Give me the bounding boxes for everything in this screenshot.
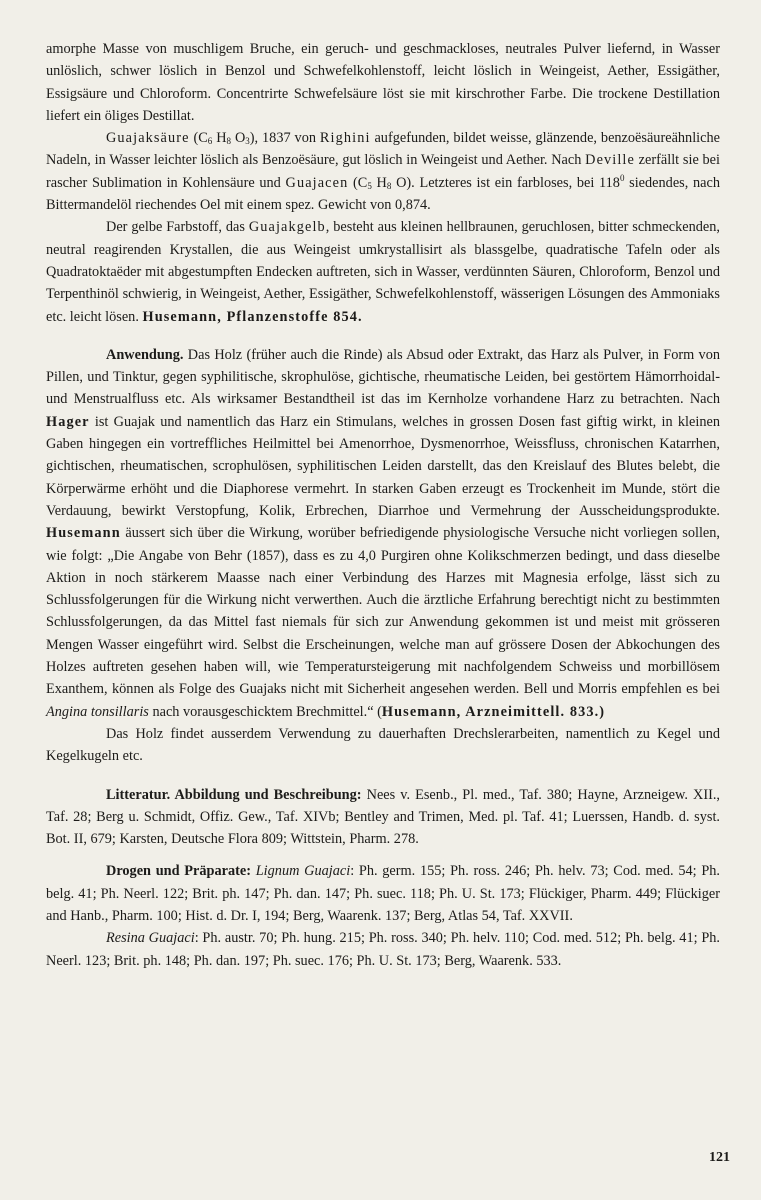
term-lignum-guajaci: Lignum Guajaci [251, 863, 351, 880]
paragraph-guajaksaeure: Guajaksäure ($C_6$ $H_8$ $O_3$), 1837 von Righini aufgefunden, bildet weisse, glänzende, benzoësäureähnliche Nadeln, in Wasser leichter löslich als Benzoësäure, gut löslich in Weingeist und Aether. Nach Deville zerfällt sie bei rascher Sublimation in Kohlensäure und Guajacen ($C_5$ $H_8$ O). Letzteres ist ein farbloses, bei $118^0$ siedendes, nach Bittermandelöl riechendes Oel mit einem spez. Gewicht von 0,874. [46, 130, 720, 214]
paragraph-guajakgelb: Der gelbe Farbstoff, das Guajakgelb, besteht aus kleinen hellbraunen, geruchlosen, bitter schmeckenden, neutral reagirenden Krystallen, die aus Weingeist umkrystallisirt als blassgelbe, quadratische Tafeln oder als Quadratoktaëder mit abgestumpften Endecken auftreten, sich in Wasser, verdünnten Säuren, Chloroform, Benzol und Terpenthinöl schwierig, in Weingeist, Aether, Essigäther, Schwefelkohlenstoff, wässerigen Lösungen des Ammoniaks etc. leicht lösen. Husemann, Pflanzenstoffe 854. [46, 219, 720, 325]
term-guajaksaeure: Guajaksäure [106, 130, 190, 147]
reference-arzneimittell: Husemann, Arzneimittell. 833.) [381, 703, 606, 720]
person-righini: Righini [319, 130, 371, 147]
page-number: 121 [709, 1150, 730, 1165]
paragraph-litteratur: Litteratur. Abbildung und Beschreibung: Nees v. Esenb., Pl. med., Taf. 380; Hayne, Arzneigew. XII., Taf. 28; Berg u. Schmidt, Offiz. Gew., Taf. XIVb; Bentley and Trimen, Med. pl. Taf. 41; Luerssen, Handb. d. syst. Bot. II, 679; Karsten, Deutsche Flora 809; Wittstein, Pharm. 278. [46, 786, 720, 848]
page-body [46, 38, 720, 972]
term-guajacen: Guajacen [285, 174, 349, 191]
paragraph-intro: amorphe Masse von muschligem Bruche, ein geruch- und geschmackloses, neutrales Pulver liefernd, in Wasser unlöslich, schwer löslich in Benzol und Schwefelkohlenstoff, leicht löslich in Weingeist, Aether, Essigäther, Essigsäure und Chloroform. Concentrirte Schwefelsäure löst sie mit kirschrother Farbe. Die trockene Destillation liefert ein öliges Destillat. [46, 41, 720, 124]
heading-litteratur: Litteratur. Abbildung und Beschreibung: [106, 786, 362, 803]
person-deville: Deville [585, 152, 635, 169]
heading-drogen: Drogen und Präparate: [106, 863, 251, 880]
term-resina-guajaci: Resina Guajaci [106, 930, 195, 947]
person-hager: Hager [46, 413, 90, 430]
paragraph-holz: Das Holz findet ausserdem Verwendung zu dauerhaften Drechslerarbeiten, namentlich zu Kegel und Kegelkugeln etc. [46, 725, 720, 765]
term-angina: Angina tonsillaris [46, 703, 149, 720]
heading-anwendung: Anwendung. [106, 346, 184, 363]
reference-husemann: Husemann, Pflanzenstoffe 854. [142, 308, 363, 325]
person-husemann: Husemann [46, 525, 121, 542]
paragraph-drogen: Drogen und Präparate: Lignum Guajaci: Ph. germ. 155; Ph. ross. 246; Ph. helv. 73; Cod. med. 54; Ph. belg. 41; Ph. Neerl. 122; Brit. ph. 147; Ph. dan. 147; Ph. suec. 118; Ph. U. St. 173; Flückiger, Pharm. 449; Flückiger and Hanb., Pharm. 100; Hist. d. Dr. I, 194; Berg, Waarenk. 137; Berg, Atlas 54, Taf. XXVII. [46, 863, 721, 924]
paragraph-resina: Resina Guajaci: Ph. austr. 70; Ph. hung. 215; Ph. ross. 340; Ph. helv. 110; Cod. med. 512; Ph. belg. 41; Ph. Neerl. 123; Brit. ph. 148; Ph. dan. 197; Ph. suec. 176; Ph. U. St. 173; Berg, Waarenk. 533. [46, 930, 720, 969]
term-guajakgelb: Guajakgelb [248, 219, 326, 236]
paragraph-anwendung: Anwendung. Das Holz (früher auch die Rinde) als Absud oder Extrakt, das Harz als Pulver, in Form von Pillen, und Tinktur, gegen syphilitische, skrophulöse, gichtische, rheumatische Leiden, bei gestörtem Hämorrhoidal- und Menstrualfluss etc. Als wirksamer Bestandtheil ist das im Kernholze vorhandene Harz zu betrachten. Nach Hager ist Guajak und namentlich das Harz ein Stimulans, welches in grossen Dosen fast giftig wirkt, in kleinen Gaben hingegen ein vortreffliches Heilmittel bei Amenorrhoe, Dysmenorrhoe, Weissfluss, chronischen Katarrhen, gichtischen, rheumatischen, scrophulösen, syphilitischen Leiden darstellt, das den Kreislauf des Blutes belebt, die Körperwärme erhöht und die Diaphorese vermehrt. In starken Gaben erzeugt es Trockenheit im Munde, stört die Verdauung, bewirkt Verstopfung, Kolik, Erbrechen, Diarrhoe und Vermehrung der Ausscheidungsprodukte. Husemann äussert sich über die Wirkung, worüber befriedigende physiologische Versuche nicht vorliegen sollen, wie folgt: „Die Angabe von Behr (1857), dass es zu 4,0 Purgiren ohne Kolikschmerzen bedingt, und dass dieselbe Aktion in noch stärkerem Maasse nach einer Verbindung des Harzes mit Magnesia erfolge, lässt sich zu Schlussfolgerungen für die Wirkung nicht verwerthen. Auch die ärztliche Erfahrung berechtigt nicht zu bestimmten Schlussfolgerungen, da das Mittel fast niemals für sich zur Anwendung gekommen ist und meist mit grösseren Mengen Wasser eingeführt wird. Selbst die Erscheinungen, welche man auf grössere Dosen der Abkochungen des Holzes auftreten gesehen haben will, wie Temperatursteigerung mit nachfolgendem Schweiss und morbillösem Exanthem, können als Folge des Guajaks nicht mit Sicherheit angesehen werden. Bell und Morris empfehlen es bei Angina tonsillaris nach vorausgeschicktem Brechmittel.“ (Husemann, Arzneimittell. 833.) [46, 346, 720, 720]
